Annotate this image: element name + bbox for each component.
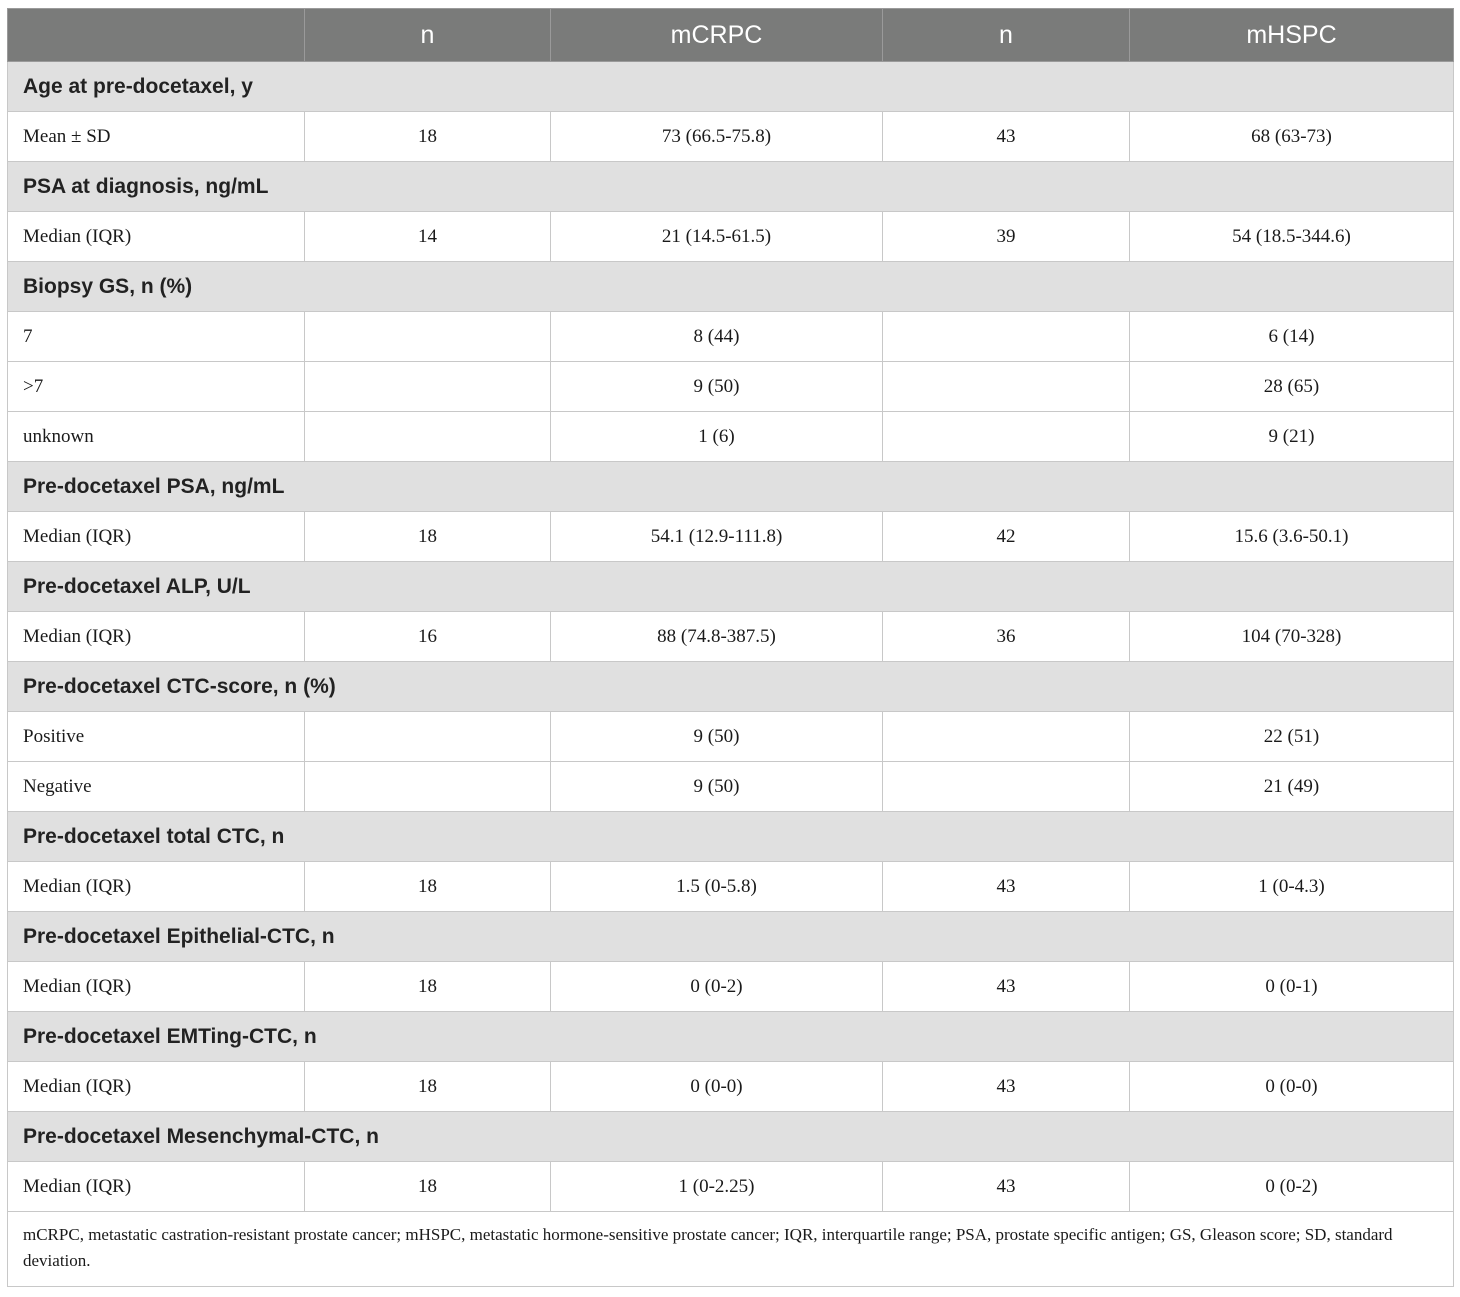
row-label: Median (IQR) xyxy=(8,862,305,912)
cell-mhspc: 0 (0-2) xyxy=(1130,1162,1454,1212)
cell-n-mhspc: 39 xyxy=(883,212,1130,262)
cell-n-mhspc xyxy=(883,712,1130,762)
cell-mhspc: 21 (49) xyxy=(1130,762,1454,812)
section-header-row xyxy=(8,62,1454,112)
cell-mhspc: 68 (63-73) xyxy=(1130,112,1454,162)
table-row xyxy=(8,862,1454,912)
cell-mhspc: 1 (0-4.3) xyxy=(1130,862,1454,912)
cell-n-mhspc xyxy=(883,412,1130,462)
section-title: PSA at diagnosis, ng/mL xyxy=(8,162,1454,212)
cell-mhspc: 9 (21) xyxy=(1130,412,1454,462)
header-cell-blank xyxy=(8,9,305,62)
table-body xyxy=(8,62,1454,1212)
cell-n-mcrpc: 18 xyxy=(305,1062,551,1112)
section-header-row xyxy=(8,462,1454,512)
footnote: mCRPC, metastatic castration-resistant prostate cancer; mHSPC, metastatic hormone-sensitive prostate cancer; IQR, interquartile range; PSA, prostate specific antigen; GS, Gleason score; SD, standard deviation. xyxy=(8,1212,1454,1287)
cell-mcrpc: 9 (50) xyxy=(551,362,883,412)
cell-n-mhspc: 42 xyxy=(883,512,1130,562)
cell-n-mhspc: 43 xyxy=(883,1062,1130,1112)
section-header-row xyxy=(8,812,1454,862)
cell-mcrpc: 0 (0-0) xyxy=(551,1062,883,1112)
table-row xyxy=(8,1062,1454,1112)
section-header-row xyxy=(8,662,1454,712)
row-label: Median (IQR) xyxy=(8,612,305,662)
table-container xyxy=(7,8,1453,1287)
cell-n-mhspc: 43 xyxy=(883,962,1130,1012)
cell-mcrpc: 54.1 (12.9-111.8) xyxy=(551,512,883,562)
section-header-row xyxy=(8,912,1454,962)
row-label: Mean ± SD xyxy=(8,112,305,162)
table-row xyxy=(8,412,1454,462)
table-row xyxy=(8,312,1454,362)
table-row xyxy=(8,612,1454,662)
cell-n-mcrpc xyxy=(305,712,551,762)
cell-n-mhspc xyxy=(883,762,1130,812)
cell-mcrpc: 9 (50) xyxy=(551,762,883,812)
cell-mcrpc: 1 (6) xyxy=(551,412,883,462)
cell-mhspc: 6 (14) xyxy=(1130,312,1454,362)
cell-mcrpc: 1.5 (0-5.8) xyxy=(551,862,883,912)
cell-n-mhspc: 43 xyxy=(883,1162,1130,1212)
section-title: Pre-docetaxel Epithelial-CTC, n xyxy=(8,912,1454,962)
cell-mcrpc: 9 (50) xyxy=(551,712,883,762)
section-title: Biopsy GS, n (%) xyxy=(8,262,1454,312)
section-header-row xyxy=(8,162,1454,212)
cell-mhspc: 0 (0-1) xyxy=(1130,962,1454,1012)
row-label: Median (IQR) xyxy=(8,512,305,562)
section-title: Pre-docetaxel PSA, ng/mL xyxy=(8,462,1454,512)
section-title: Pre-docetaxel EMTing-CTC, n xyxy=(8,1012,1454,1062)
row-label: 7 xyxy=(8,312,305,362)
cell-n-mcrpc xyxy=(305,362,551,412)
cell-n-mcrpc: 18 xyxy=(305,512,551,562)
cell-mhspc: 22 (51) xyxy=(1130,712,1454,762)
cell-n-mcrpc xyxy=(305,312,551,362)
cell-mhspc: 0 (0-0) xyxy=(1130,1062,1454,1112)
row-label: Median (IQR) xyxy=(8,212,305,262)
cell-mcrpc: 0 (0-2) xyxy=(551,962,883,1012)
cell-n-mcrpc: 18 xyxy=(305,962,551,1012)
cell-n-mhspc: 43 xyxy=(883,862,1130,912)
cell-mhspc: 54 (18.5-344.6) xyxy=(1130,212,1454,262)
header-cell-n-mcrpc: n xyxy=(305,9,551,62)
characteristics-table xyxy=(7,8,1454,1287)
table-row xyxy=(8,362,1454,412)
cell-n-mhspc xyxy=(883,312,1130,362)
row-label: >7 xyxy=(8,362,305,412)
cell-n-mhspc: 36 xyxy=(883,612,1130,662)
cell-mcrpc: 88 (74.8-387.5) xyxy=(551,612,883,662)
cell-n-mcrpc: 18 xyxy=(305,862,551,912)
section-header-row xyxy=(8,1112,1454,1162)
section-title: Pre-docetaxel ALP, U/L xyxy=(8,562,1454,612)
cell-n-mcrpc xyxy=(305,762,551,812)
cell-n-mcrpc: 18 xyxy=(305,1162,551,1212)
cell-mhspc: 104 (70-328) xyxy=(1130,612,1454,662)
cell-n-mcrpc: 16 xyxy=(305,612,551,662)
table-header-row xyxy=(8,9,1454,62)
section-header-row xyxy=(8,562,1454,612)
header-cell-n-mhspc: n xyxy=(883,9,1130,62)
row-label: Positive xyxy=(8,712,305,762)
table-row xyxy=(8,512,1454,562)
cell-mcrpc: 8 (44) xyxy=(551,312,883,362)
cell-n-mcrpc: 14 xyxy=(305,212,551,262)
cell-n-mhspc: 43 xyxy=(883,112,1130,162)
cell-mcrpc: 1 (0-2.25) xyxy=(551,1162,883,1212)
cell-mhspc: 28 (65) xyxy=(1130,362,1454,412)
section-title: Pre-docetaxel CTC-score, n (%) xyxy=(8,662,1454,712)
cell-n-mcrpc xyxy=(305,412,551,462)
row-label: Median (IQR) xyxy=(8,962,305,1012)
cell-n-mcrpc: 18 xyxy=(305,112,551,162)
cell-mcrpc: 21 (14.5-61.5) xyxy=(551,212,883,262)
table-row xyxy=(8,762,1454,812)
section-title: Age at pre-docetaxel, y xyxy=(8,62,1454,112)
section-title: Pre-docetaxel Mesenchymal-CTC, n xyxy=(8,1112,1454,1162)
cell-mcrpc: 73 (66.5-75.8) xyxy=(551,112,883,162)
cell-mhspc: 15.6 (3.6-50.1) xyxy=(1130,512,1454,562)
footnote-row xyxy=(8,1212,1454,1287)
table-row xyxy=(8,1162,1454,1212)
section-header-row xyxy=(8,1012,1454,1062)
row-label: Median (IQR) xyxy=(8,1062,305,1112)
header-cell-mcrpc: mCRPC xyxy=(551,9,883,62)
header-cell-mhspc: mHSPC xyxy=(1130,9,1454,62)
table-row xyxy=(8,212,1454,262)
cell-n-mhspc xyxy=(883,362,1130,412)
section-title: Pre-docetaxel total CTC, n xyxy=(8,812,1454,862)
row-label: Median (IQR) xyxy=(8,1162,305,1212)
row-label: Negative xyxy=(8,762,305,812)
table-row xyxy=(8,712,1454,762)
section-header-row xyxy=(8,262,1454,312)
table-row xyxy=(8,962,1454,1012)
row-label: unknown xyxy=(8,412,305,462)
table-row xyxy=(8,112,1454,162)
